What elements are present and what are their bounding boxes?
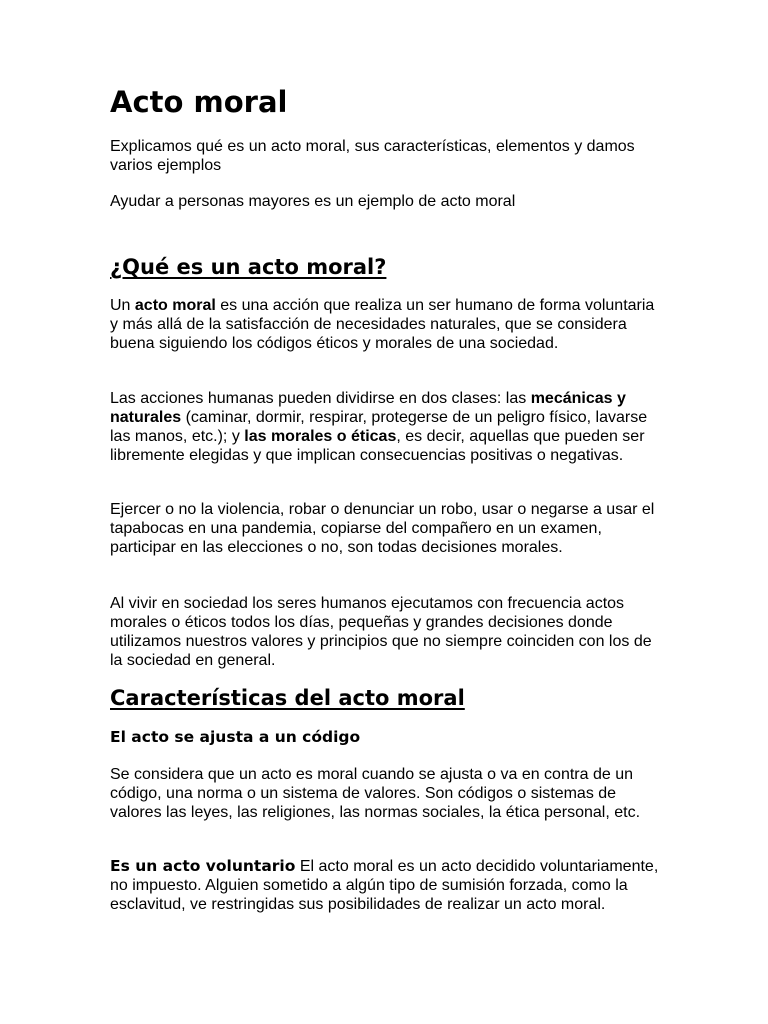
actions-text-c: (caminar, dormir, respirar, protegerse de un peligro físico, lavarse las manos, etc.); y xyxy=(110,409,648,445)
image-caption: Ayudar a personas mayores es un ejemplo de acto moral xyxy=(110,193,516,210)
intro-paragraph: Explicamos qué es un acto moral, sus características, elementos y damos varios ejemplos xyxy=(110,138,635,174)
voluntary-text: El acto moral es un acto decidido voluntariamente, no impuesto. Alguien sometido a algún tipo de sumisión forzada, como la esclavitud, ve restringidas sus posibilidades de realizar un acto moral. xyxy=(110,858,659,913)
definition-bold-term: acto moral xyxy=(134,297,216,314)
code-paragraph: Se considera que un acto es moral cuando se ajusta o va en contra de un código, una norma o un sistema de valores. Son códigos o sistemas de valores las leyes, las religiones, las normas sociales, la ética personal, etc. xyxy=(110,766,641,821)
actions-text-e: , es decir, aquellas que pueden ser libremente elegidas y que implican consecuencias positivas o negativas. xyxy=(110,428,645,464)
definition-text-c: es una acción que realiza un ser humano de forma voluntaria y más allá de la satisfacción de necesidades naturales, que se considera buena siguiendo los códigos éticos y morales de una sociedad. xyxy=(110,297,655,352)
voluntary-inline-heading: Es un acto voluntario xyxy=(110,857,296,875)
section-heading-characteristics: Características del acto moral xyxy=(110,686,465,710)
examples-paragraph: Ejercer o no la violencia, robar o denunciar un robo, usar o negarse a usar el tapabocas en una pandemia, copiarse del compañero en un examen, participar en las elecciones o no, son todas decisiones morales. xyxy=(110,501,655,556)
voluntary-paragraph xyxy=(110,857,660,914)
page-title: Acto moral xyxy=(110,85,288,119)
subheading-code: El acto se ajusta a un código xyxy=(110,728,361,746)
actions-paragraph xyxy=(110,389,660,465)
definition-text-a: Un xyxy=(110,297,135,314)
actions-bold-mechanical: mecánicas y naturales xyxy=(110,390,626,426)
society-paragraph: Al vivir en sociedad los seres humanos ejecutamos con frecuencia actos morales o éticos todos los días, pequeñas y grandes decisiones donde utilizamos nuestros valores y principios que no siempre coinciden con los de la sociedad en general. xyxy=(110,595,652,669)
actions-text-a: Las acciones humanas pueden dividirse en dos clases: las xyxy=(110,390,531,407)
actions-bold-moral: las morales o éticas xyxy=(244,428,397,445)
section-heading-what-is: ¿Qué es un acto moral? xyxy=(110,255,387,279)
definition-paragraph xyxy=(110,296,660,353)
